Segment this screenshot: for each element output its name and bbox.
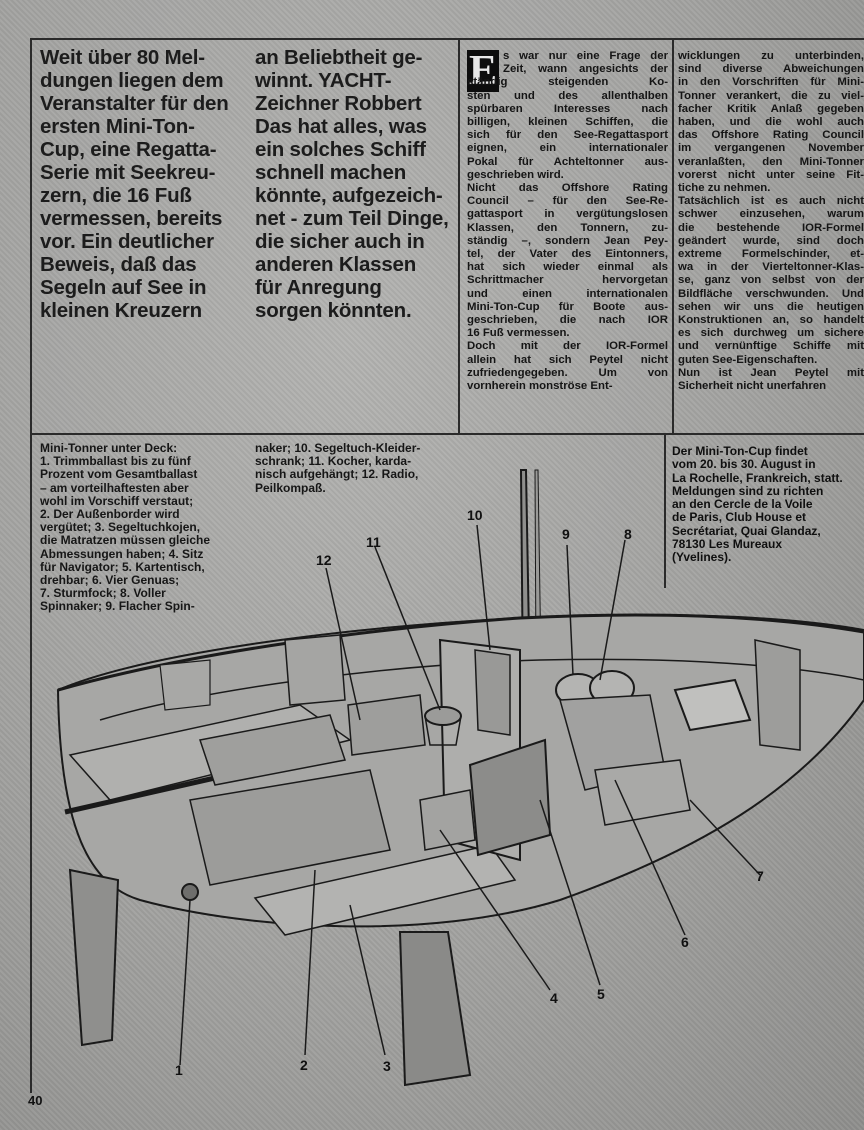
body-column-1-line: ständig –, sondern Jean Pey- [467, 234, 668, 247]
lead-column-1-line: Segeln auf See in [40, 276, 207, 299]
body-column-2-line: schwer einzusehen, warum [678, 208, 864, 221]
lead-column-1-line: zern, die 16 Fuß [40, 184, 192, 207]
body-column-1-line: spürbaren Interesses nach [467, 102, 668, 115]
caption-col-1-line: wohl im Vorschiff verstaut; [40, 493, 194, 508]
body-column-1-line: vornherein monströse Ent- [467, 380, 613, 393]
body-column-2-line: sehen wir uns die heutigen [678, 300, 864, 313]
body-column-2-line: die bestehende IOR-Formel [678, 221, 864, 234]
lead-column-2-line: net - zum Teil Dinge, [255, 207, 449, 230]
event-note-line: vom 20. bis 30. August in [672, 457, 816, 472]
lead-column-2-line: Das hat alles, was [255, 115, 427, 138]
body-column-1-line: geschrieben, die nach IOR [467, 314, 668, 327]
lead-column-1-line: vor. Ein deutlicher [40, 230, 214, 253]
caption-col-1-line: Mini-Tonner unter Deck: [40, 441, 178, 455]
caption-col-1-line: vergütet; 3. Segeltuchkojen, [40, 520, 201, 535]
caption-col-1-line: Abmessungen haben; 4. Sitz [40, 546, 204, 561]
lead-column-1-line: Beweis, daß das [40, 253, 197, 276]
lead-column-2-line: an Beliebtheit ge- [255, 46, 423, 69]
event-note-line: Secrétariat, Quai Glandaz, [672, 523, 821, 538]
callout-9: 9 [562, 526, 570, 542]
lead-column-2-line: Zeichner Robbert [255, 92, 422, 115]
body-column-1-line: Council – für den See-Re- [467, 195, 668, 208]
body-column-2-line: im vergangenen November [678, 142, 864, 155]
body-column-2-line: veranlaßten, den Mini-Tonner [678, 155, 864, 168]
body-column-1-line: zufriedengegeben. Um von [467, 366, 668, 379]
body-column-1-line: 16 Fuß vermessen. [467, 327, 570, 340]
caption-col-2-line: Peilkompaß. [255, 480, 326, 495]
body-column-2-line: vorerst nicht unter seine Fit- [678, 168, 864, 181]
body-column-2-line: Sicherheit nicht unerfahren [678, 380, 827, 393]
event-note-line: Der Mini-Ton-Cup findet [672, 444, 808, 458]
body-column-1-line: und einen internationalen [467, 287, 668, 300]
body-column-2-line: geändert wurde, sind doch [678, 234, 864, 247]
callout-6: 6 [681, 934, 689, 950]
caption-col-1-line: 7. Sturmfock; 8. Voller [40, 586, 166, 601]
body-column-2-line: se, ganz von selbst von der [678, 274, 864, 287]
body-column-2-line: Tatsächlich ist es auch nicht [678, 195, 864, 208]
callout-10: 10 [467, 507, 483, 523]
body-column-1-line: billigen, kleinen Schiffen, die [467, 116, 668, 129]
body-column-1-line: Nicht das Offshore Rating [467, 182, 668, 195]
body-column-2-line: in den Vorschriften für Mini- [678, 76, 864, 89]
body-column-2-line: wicklungen zu unterbinden, [678, 50, 864, 62]
caption-col-1-line: die Matratzen müssen gleiche [40, 533, 211, 548]
body-column-2-line: wa in der Vierteltonner-Klas- [678, 261, 864, 274]
body-column-2-line: das Offshore Rating Council [678, 129, 864, 142]
lead-column-2-line: anderen Klassen [255, 253, 417, 276]
lead-column-1-line: ersten Mini-Ton- [40, 115, 195, 138]
lead-column-2-line: winnt. YACHT- [255, 69, 392, 92]
body-column-1-line: s war nur eine Frage der [503, 50, 668, 62]
caption-col-1-line: Prozent vom Gesamtballast [40, 467, 198, 482]
event-note-line: La Rochelle, Frankreich, statt. [672, 470, 843, 485]
body-column-2-line: Nun ist Jean Peytel mit [678, 366, 864, 379]
caption-col-2-line: naker; 10. Segeltuch-Kleider- [255, 441, 421, 455]
callout-4: 4 [550, 990, 558, 1006]
callout-8: 8 [624, 526, 632, 542]
body-column-1-line: geschrieben wird. [467, 168, 564, 181]
event-note-line: (Yvelines). [672, 550, 732, 565]
callout-12: 12 [316, 552, 332, 568]
callout-2: 2 [300, 1057, 308, 1073]
caption-col-2-line: nisch aufgehängt; 12. Radio, [255, 467, 419, 482]
body-column-2-line: tiche zu nehmen. [678, 182, 771, 195]
lead-column-2-line: ein solches Schiff [255, 138, 426, 161]
body-column-1-line: Klassen, den Tonnern, zu- [467, 221, 668, 234]
body-column-2-line: sind diverse Abweichungen [678, 63, 864, 76]
caption-col-1-line: für Navigator; 5. Kartentisch, [40, 559, 205, 574]
body-column-1-line: Pokal für Achteltonner aus- [467, 155, 668, 168]
body-column-2-line: guten See-Eigenschaften. [678, 353, 818, 366]
event-note-line: de Paris, Club House et [672, 510, 807, 525]
body-column-1-line: allein hat sich Peytel nicht [467, 353, 668, 366]
event-note-line: an den Cercle de la Voile [672, 497, 813, 512]
body-column-1-line: Doch mit der IOR-Formel [467, 340, 668, 353]
lead-column-2-line: sorgen könnten. [255, 299, 412, 322]
body-column-2-line: facher Kritik Anlaß gegeben [678, 102, 864, 115]
body-column-1-line: hat sich wieder einmal als [467, 261, 668, 274]
caption-col-1-line: 2. Der Außenborder wird [40, 507, 180, 522]
lead-column-1-line: Cup, eine Regatta- [40, 138, 217, 161]
body-column-2-line: extreme Formelschinder, et- [678, 248, 864, 261]
lead-column-2-line: könnte, aufgezeich- [255, 184, 443, 207]
body-column-2-line: Bildfläche verschwunden. Und [678, 287, 864, 300]
dropcap-letter: E [468, 48, 497, 94]
lead-column-2-line: für Anregung [255, 276, 382, 299]
lead-column-1-line: Serie mit Seekreu- [40, 161, 216, 184]
body-column-1-line: eignen, ein internationaler [467, 142, 668, 155]
caption-col-1-line: – am vorteilhaftesten aber [40, 480, 189, 495]
body-column-1-line: Zeit, wann angesichts der [503, 63, 668, 76]
body-column-1-line: Mini-Ton-Cup für Boote aus- [467, 300, 668, 313]
lead-column-1-line: kleinen Kreuzern [40, 299, 202, 322]
body-column-2-line: und vernünftige Schiffe mit [678, 340, 864, 353]
caption-col-2-line: schrank; 11. Kocher, karda- [255, 454, 412, 469]
body-column-1-line: sten und des allenthalben [467, 89, 668, 102]
lead-column-1-line: dungen liegen dem [40, 69, 224, 92]
page-number: 40 [28, 1093, 43, 1108]
lead-column-1-line: Weit über 80 Mel- [40, 46, 205, 69]
body-column-2-line: Konstruktionen an, so handelt [678, 314, 864, 327]
body-column-1-line: Schrittmacher hervorgetan [467, 274, 668, 287]
callout-11: 11 [366, 534, 381, 550]
lead-column-1-line: vermessen, bereits [40, 207, 223, 230]
callout-5: 5 [597, 986, 605, 1002]
lead-column-2-line: die sicher auch in [255, 230, 425, 253]
callout-3: 3 [383, 1058, 391, 1074]
body-column-1-line: sich für den See-Regattasport [467, 129, 668, 142]
callout-1: 1 [175, 1062, 183, 1078]
body-column-2-line: haben, und die wohl auch [678, 116, 864, 129]
event-note-line: 78130 Les Mureaux [672, 537, 783, 552]
body-column-2-line: Tonner verankert, die zu viel- [678, 89, 864, 102]
caption-col-1-line: drehbar; 6. Vier Genuas; [40, 573, 180, 588]
body-column-2-line: es sich durchweg um sichere [678, 327, 864, 340]
body-column-1-line: gattasport in vergütungslosen [467, 208, 668, 221]
callout-7: 7 [756, 868, 764, 884]
caption-col-1-line: Spinnaker; 9. Flacher Spin- [40, 599, 195, 614]
body-column-1-line: tel, der Vater des Eintonners, [467, 248, 668, 261]
body-column-1-line: ständig steigenden Ko- [467, 76, 668, 89]
event-note-line: Meldungen sind zu richten [672, 483, 824, 498]
caption-col-1-line: 1. Trimmballast bis zu fünf [40, 454, 191, 469]
lead-column-1-line: Veranstalter für den [40, 92, 229, 115]
lead-column-2-line: schnell machen [255, 161, 407, 184]
